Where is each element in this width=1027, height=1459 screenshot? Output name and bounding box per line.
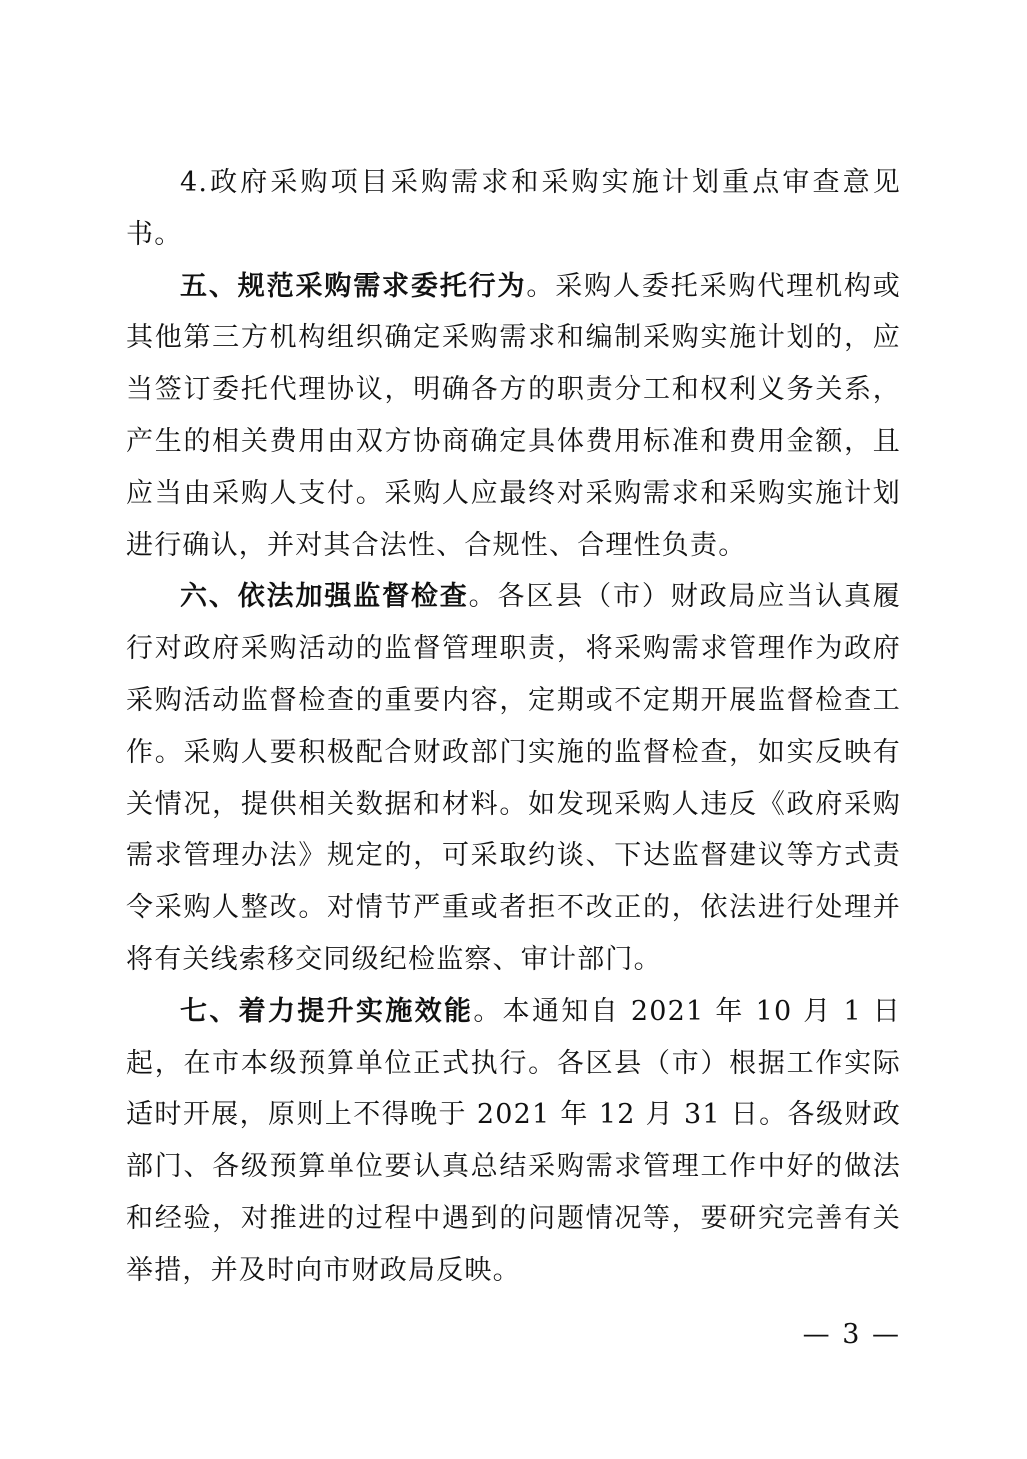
section-seven-heading: 七、着力提升实施效能 <box>180 995 474 1027</box>
section-five-paragraph <box>126 261 901 572</box>
section-seven-text: 。本通知自 2021 年 10 月 1 日起，在市本级预算单位正式执行。各区县（市）根据工作实际适时开展，原则上不得晚于 2021 年 12 月 31 日。各级财政部门、各级预算单位要认真总结采购需求管理工作中好的做法和经验，对推进的过程中遇到的问题情况等，要研究完善有关举措，并及时向市财政局反映。 <box>126 995 901 1286</box>
section-seven-paragraph <box>126 986 901 1297</box>
page-number: — 3 — <box>802 1319 901 1350</box>
document-body <box>126 157 901 1297</box>
section-five-heading: 五、规范采购需求委托行为 <box>180 270 527 302</box>
list-item-text: 4.政府采购项目采购需求和采购实施计划重点审查意见书。 <box>126 167 901 250</box>
section-six-heading: 六、依法加强监督检查 <box>180 581 469 613</box>
section-six-text: 。各区县（市）财政局应当认真履行对政府采购活动的监督管理职责，将采购需求管理作为政府采购活动监督检查的重要内容，定期或不定期开展监督检查工作。采购人要积极配合财政部门实施的监督检查，如实反映有关情况，提供相关数据和材料。如发现采购人违反《政府采购需求管理办法》规定的，可采取约谈、下达监督建议等方式责令采购人整改。对情节严重或者拒不改正的，依法进行处理并将有关线索移交同级纪检监察、审计部门。 <box>126 581 902 975</box>
section-six-paragraph <box>126 571 901 985</box>
section-five-text: 。采购人委托采购代理机构或其他第三方机构组织确定采购需求和编制采购实施计划的，应当签订委托代理协议，明确各方的职责分工和权利义务关系，产生的相关费用由双方协商确定具体费用标准和费用金额，且应当由采购人支付。采购人应最终对采购需求和采购实施计划进行确认，并对其合法性、合规性、合理性负责。 <box>126 270 901 561</box>
list-item-paragraph <box>126 157 901 261</box>
